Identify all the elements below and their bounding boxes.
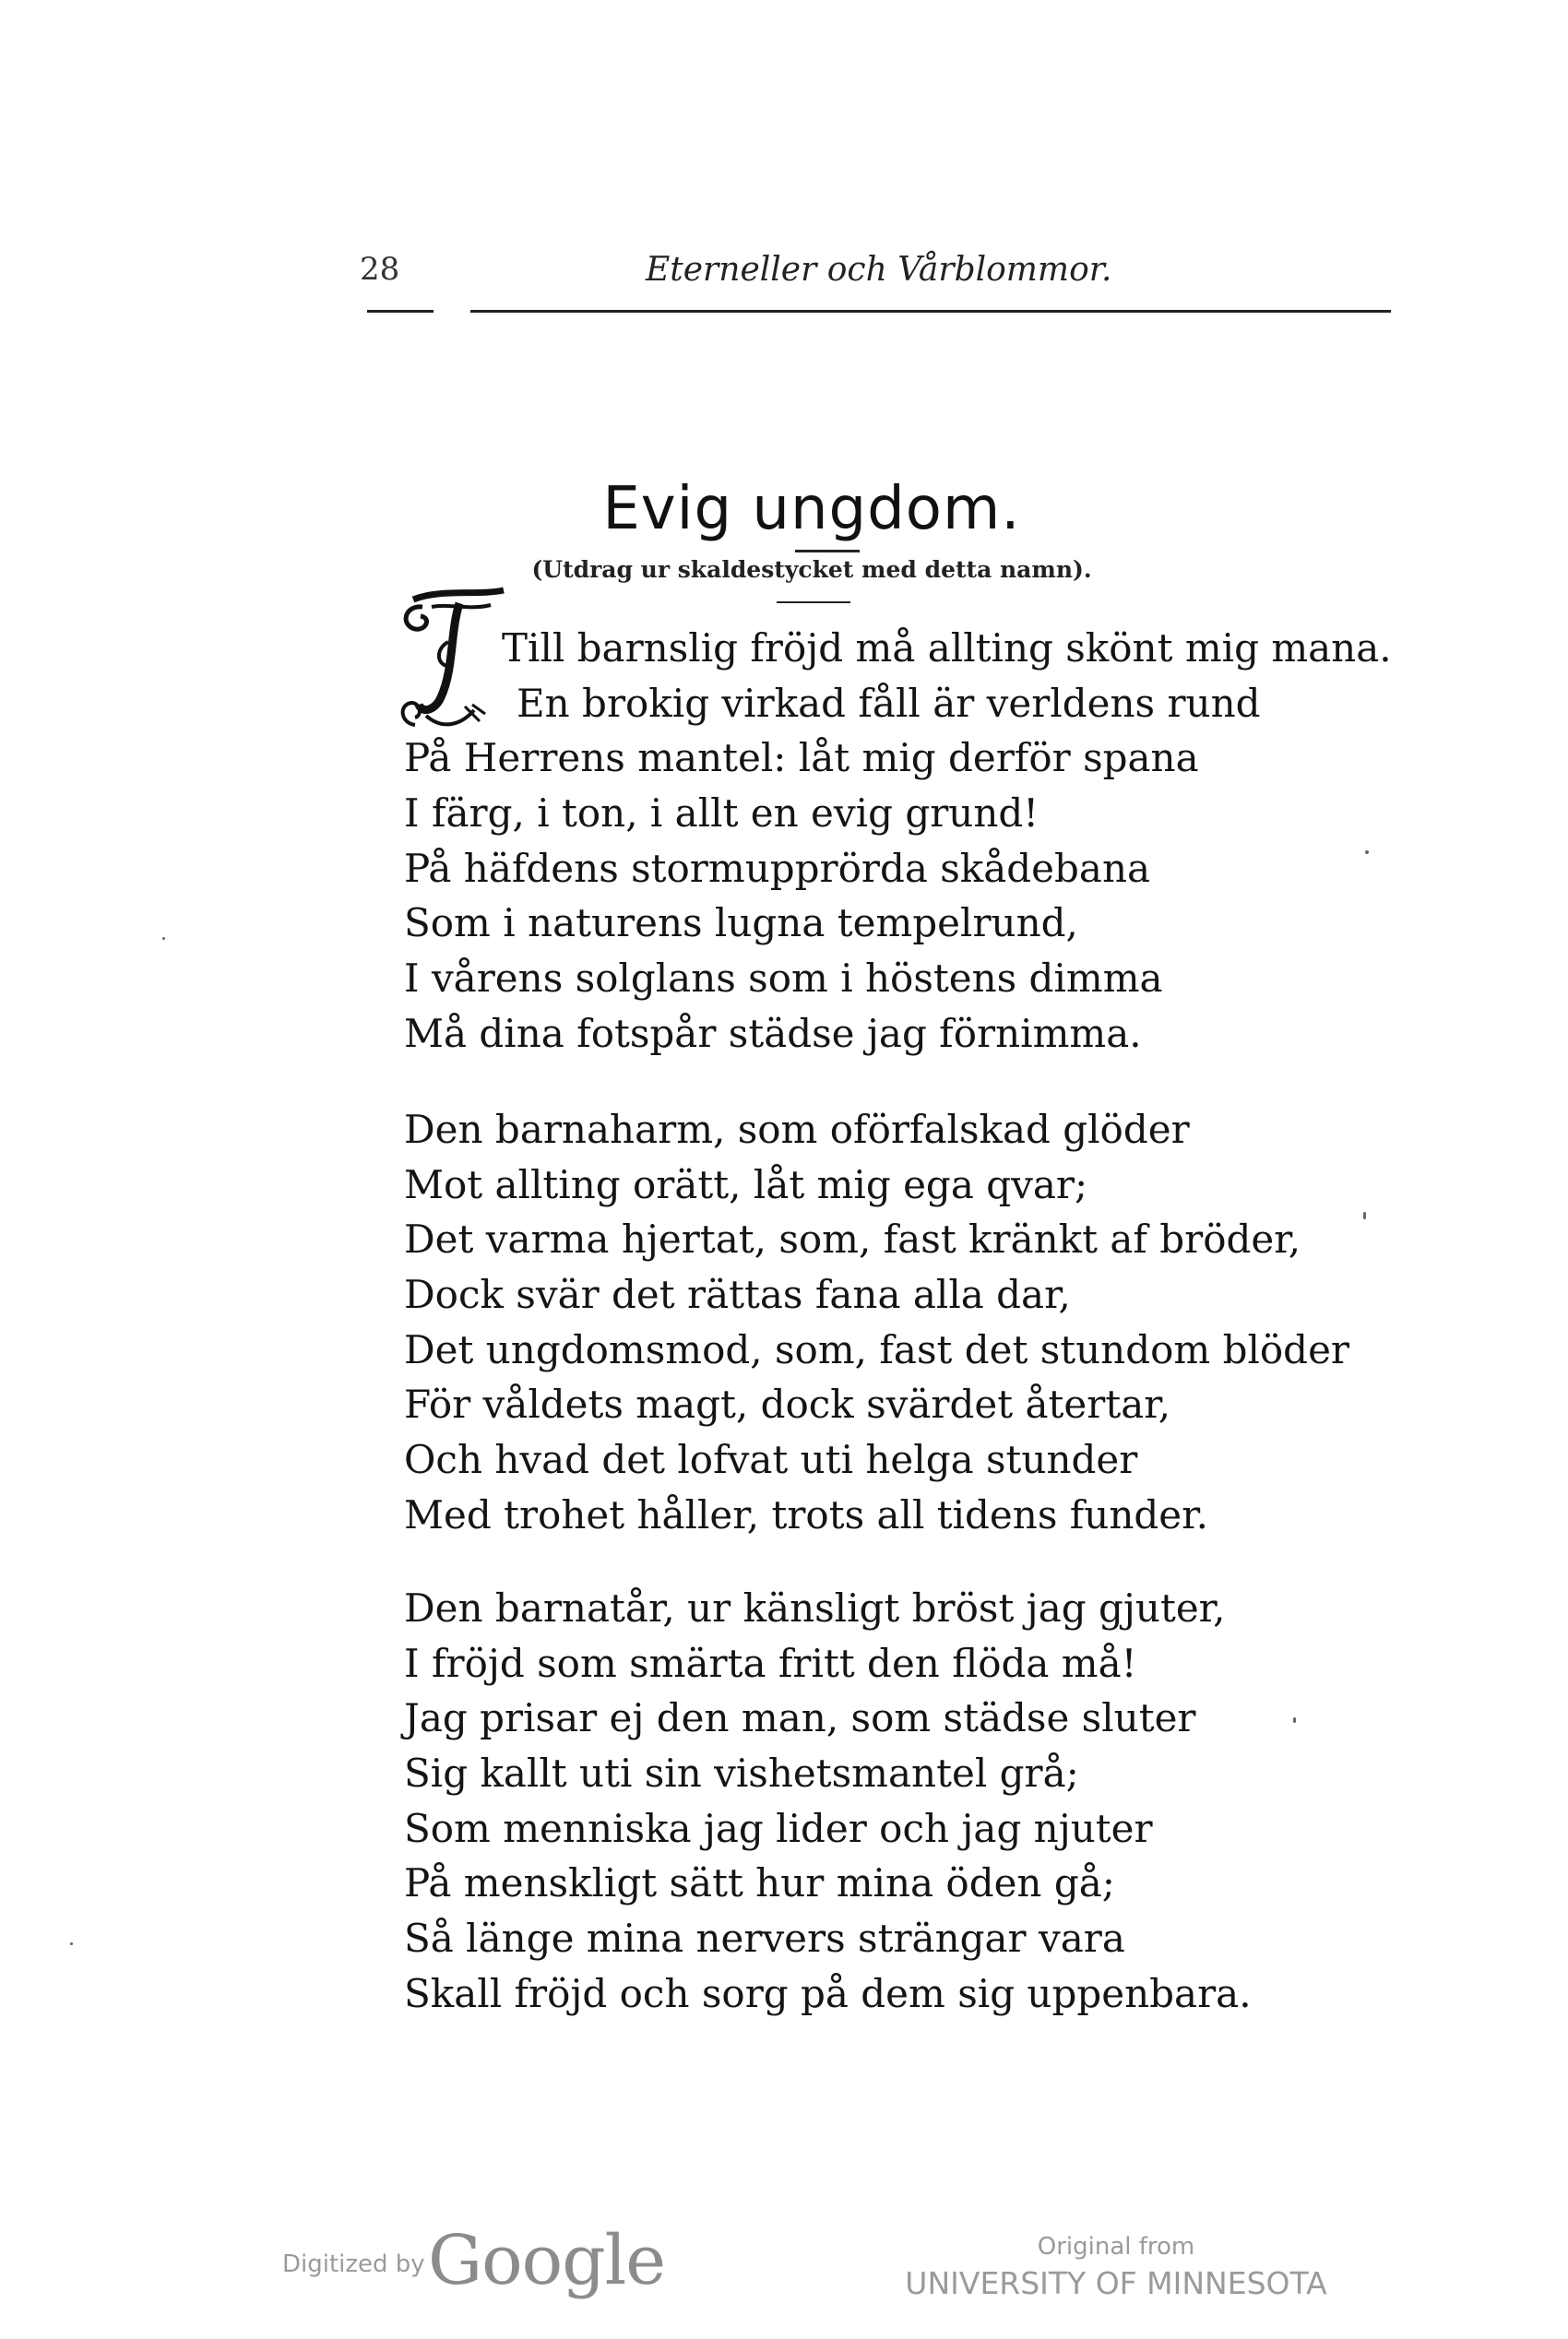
poem-subtitle: (Utdrag ur skaldestycket med detta namn). — [531, 556, 1092, 583]
poem-line: I fröjd som smärta fritt den flöda må! — [404, 1640, 1137, 1686]
poem-line: Den barnatår, ur känsligt bröst jag gjuter, — [404, 1585, 1226, 1631]
header-rule-gap — [434, 308, 470, 315]
print-speck — [70, 1942, 73, 1945]
poem-line: Må dina fotspår städse jag förnimma. — [404, 1010, 1142, 1056]
poem-line: På menskligt sätt hur mina öden gå; — [404, 1860, 1115, 1906]
poem-line: Dock svär det rättas fana alla dar, — [404, 1272, 1071, 1318]
poem-line: Så länge mina nervers strängar vara — [404, 1916, 1125, 1962]
original-from-label: Original from — [1037, 2233, 1195, 2261]
poem-line: Som i naturens lugna tempelrund, — [404, 900, 1078, 946]
stanza-2 — [404, 1102, 1419, 1543]
poem-line: Skall fröjd och sorg på dem sig uppenbara. — [404, 1970, 1252, 2016]
poem-line: I färg, i ton, i allt en evig grund! — [404, 790, 1039, 837]
page-number: 28 — [360, 251, 400, 288]
print-speck — [1293, 1717, 1296, 1723]
poem-line: I vårens solglans som i höstens dimma — [404, 956, 1163, 1002]
digitized-label: Digitized by — [282, 2250, 425, 2278]
poem-line: Den barnaharm, som oförfalskad glöder — [404, 1107, 1190, 1152]
poem-line: Det varma hjertat, som, fast kränkt af bröder, — [404, 1217, 1301, 1263]
poem-title: Evig ungdom. — [602, 475, 1021, 543]
google-logo: Google — [428, 2221, 666, 2300]
book-title: Eterneller och Vårblommor. — [646, 251, 1112, 289]
original-from-watermark — [885, 2230, 1347, 2304]
poem-line: Det ungdomsmod, som, fast det stundom blöder — [404, 1326, 1350, 1372]
stanza-1 — [404, 621, 1419, 1062]
poem-line: Med trohet håller, trots all tidens funder. — [404, 1491, 1208, 1538]
header-rule — [367, 310, 1391, 313]
running-head — [360, 251, 1384, 297]
poem-line: Jag prisar ej den man, som städse sluter — [404, 1695, 1196, 1741]
print-speck — [162, 937, 165, 940]
poem-line: En brokig virkad fåll är verldens rund — [517, 680, 1261, 726]
poem-line: För våldets magt, dock svärdet återtar, — [404, 1382, 1171, 1428]
subtitle-rule — [777, 601, 850, 603]
poem-line: Till barnslig fröjd må allting skönt mig mana. — [502, 625, 1392, 671]
poem-line: På häfdens stormupprörda skådebana — [404, 845, 1151, 891]
poem-line: På Herrens mantel: låt mig derför spana — [404, 735, 1199, 781]
stanza-3 — [404, 1581, 1419, 2022]
poem-line: Och hvad det lofvat uti helga stunder — [404, 1437, 1138, 1483]
poem-line: Mot allting orätt, låt mig ega qvar; — [404, 1161, 1088, 1207]
print-speck — [1363, 1212, 1366, 1219]
poem-line: Sig kallt uti sin vishetsmantel grå; — [404, 1751, 1079, 1797]
title-rule — [795, 550, 860, 552]
institution-name: UNIVERSITY OF MINNESOTA — [905, 2265, 1327, 2301]
print-speck — [1365, 850, 1369, 854]
poem-line: Som menniska jag lider och jag njuter — [404, 1805, 1153, 1851]
